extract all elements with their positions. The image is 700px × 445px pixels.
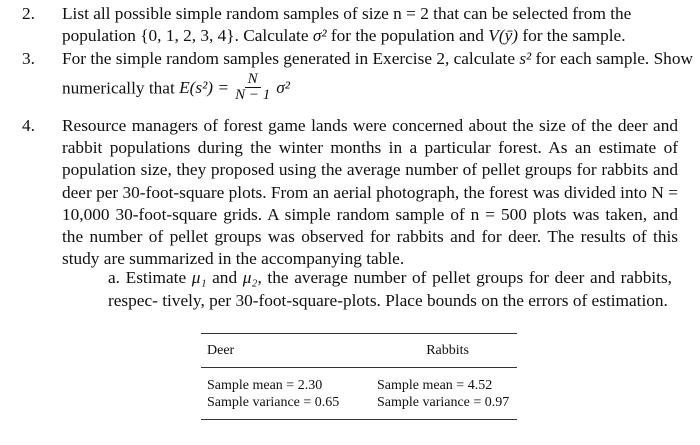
text-segment: for the population and: [326, 26, 489, 46]
problem-text: [62, 3, 678, 47]
text-segment: List all possible simple random samples of size n = 2 that can be selected from the: [62, 4, 632, 23]
equation: [179, 72, 290, 103]
problem-line: [62, 25, 678, 47]
text-segment: population {0, 1, 2, 3, 4}. Calculate: [62, 26, 313, 46]
table-bottom-rule: [201, 419, 517, 420]
problem-number: 4.: [22, 116, 35, 135]
problem-text: [62, 48, 693, 105]
text-segment: and: [206, 268, 243, 287]
rabbits-sample-mean: Sample mean = 4.52: [377, 378, 493, 393]
problem-line: [62, 3, 678, 25]
text-segment: for the sample.: [518, 26, 626, 46]
header-deer: Deer: [207, 343, 235, 358]
s-squared: s²: [519, 49, 532, 68]
problem-line: [62, 48, 693, 70]
table-header: [201, 334, 517, 367]
equation-rhs: σ²: [276, 77, 290, 97]
fraction-numerator: N: [245, 72, 261, 88]
mu-2: μ₂: [242, 268, 258, 287]
text-segment: , the average number of pellet groups for deer and rabbits, respec- tively, per 30-foot-square-plots. Place bounds on the errors of estimation.: [108, 268, 672, 310]
header-rabbits: Rabbits: [426, 343, 469, 358]
problem-number: 2.: [22, 4, 35, 23]
deer-sample-mean: Sample mean = 2.30: [207, 378, 323, 393]
mu-1: μ₁: [191, 268, 207, 287]
rabbits-sample-variance: Sample variance = 0.97: [377, 395, 510, 410]
text-segment: numerically that: [62, 78, 180, 98]
problem-text: Resource managers of forest game lands were concerned about the size of the deer and rabbit populations during the winter months in a particular forest. As an estimate of population size, they proposed using the average number of pellet groups for rabbits and deer per 30-foot-square plots. From an aerial photograph, the forest was divided into N = 10,000 30-foot-square grids. A simple random sample of n = 500 plots was taken, and the number of pellet groups was observed for rabbits and for deer. The results of this study are summarized in the accompanying table.: [62, 116, 678, 269]
problem-number: 3.: [22, 49, 35, 68]
text-segment: For the simple random samples generated in Exercise 2, calculate: [62, 49, 520, 68]
deer-column: [201, 377, 377, 411]
rabbits-column: [377, 377, 509, 411]
problem-line: [62, 71, 678, 105]
text-segment: a. Estimate: [108, 268, 192, 287]
sigma-squared: σ²: [312, 26, 327, 46]
variance-of-mean: V(ȳ): [488, 26, 519, 46]
results-table: [201, 333, 517, 420]
fraction: [232, 72, 273, 103]
deer-sample-variance: Sample variance = 0.65: [207, 395, 340, 410]
text-segment: for each sample. Show: [531, 49, 693, 68]
part-a: [108, 267, 672, 312]
fraction-denominator: N − 1: [235, 87, 271, 104]
table-body: [201, 368, 517, 411]
equation-lhs: E(s²) =: [179, 77, 230, 97]
